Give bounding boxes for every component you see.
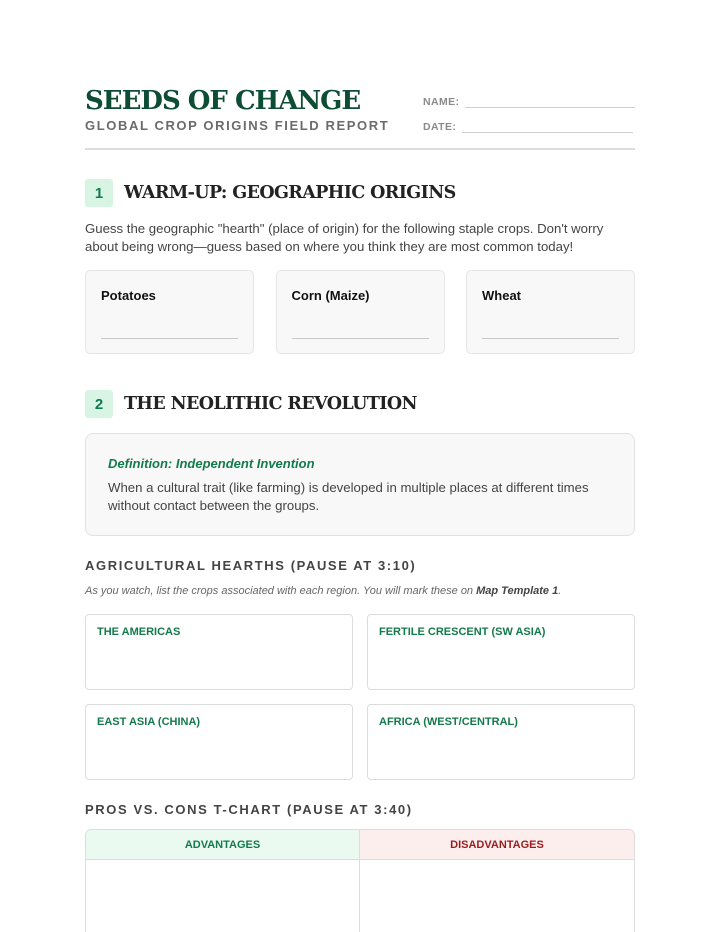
hearth-box-fertile-crescent[interactable] xyxy=(367,614,635,690)
definition-title: Definition: Independent Invention xyxy=(108,456,315,471)
tchart-header-row xyxy=(86,830,634,860)
section-2-badge: 2 xyxy=(85,390,113,418)
hearth-label: FERTILE CRESCENT (SW ASIA) xyxy=(379,626,546,638)
worksheet-subtitle: GLOBAL CROP ORIGINS FIELD REPORT xyxy=(85,118,390,133)
crop-name: Potatoes xyxy=(101,288,156,303)
crop-card-corn[interactable] xyxy=(276,270,445,354)
pros-cons-tchart xyxy=(85,829,635,932)
section-2-title: THE NEOLITHIC REVOLUTION xyxy=(124,394,417,414)
date-input-line[interactable] xyxy=(462,119,633,133)
section-1-badge: 1 xyxy=(85,179,113,207)
tchart-body xyxy=(86,860,634,932)
section-2-heading xyxy=(85,390,417,418)
definition-text: When a cultural trait (like farming) is developed in multiple places at different times without contact between the groups. xyxy=(108,480,589,513)
hearth-label: AFRICA (WEST/CENTRAL) xyxy=(379,716,518,728)
name-field[interactable] xyxy=(423,94,635,108)
hearth-box-africa[interactable] xyxy=(367,704,635,780)
hearths-heading: AGRICULTURAL HEARTHS (PAUSE AT 3:10) xyxy=(85,558,417,573)
name-input-line[interactable] xyxy=(465,94,635,108)
section-1-intro: Guess the geographic "hearth" (place of origin) for the following staple crops. Don't worry about being wrong—guess based on where you think they are most common today! xyxy=(85,221,604,254)
map-template-ref: Map Template 1 xyxy=(476,585,559,597)
tchart-advantages-cell[interactable] xyxy=(86,860,360,932)
crop-card-wheat[interactable] xyxy=(466,270,635,354)
crop-name: Corn (Maize) xyxy=(291,288,370,303)
crop-answer-line[interactable] xyxy=(482,338,619,339)
instruction-text: As you watch, list the crops associated with each region. You will mark these on xyxy=(85,585,477,597)
tchart-disadvantages-cell[interactable] xyxy=(360,860,634,932)
tchart-advantages-header: ADVANTAGES xyxy=(86,830,360,859)
name-label: NAME: xyxy=(423,96,460,108)
tchart-heading: PROS VS. CONS T-CHART (PAUSE AT 3:40) xyxy=(85,802,413,817)
section-1-heading xyxy=(85,179,456,207)
date-field[interactable] xyxy=(423,119,633,133)
hearths-instruction xyxy=(85,585,561,597)
hearth-box-east-asia[interactable] xyxy=(85,704,353,780)
hearth-label: EAST ASIA (CHINA) xyxy=(97,716,201,728)
worksheet-header xyxy=(85,86,635,150)
instruction-end: . xyxy=(558,585,562,597)
crop-guess-row xyxy=(85,270,635,354)
crop-card-potatoes[interactable] xyxy=(85,270,254,354)
date-label: DATE: xyxy=(423,121,457,133)
tchart-disadvantages-header: DISADVANTAGES xyxy=(360,830,634,859)
crop-answer-line[interactable] xyxy=(292,338,429,339)
worksheet-title: SEEDS OF CHANGE xyxy=(85,86,361,116)
header-divider xyxy=(85,148,635,150)
section-1-title: WARM-UP: GEOGRAPHIC ORIGINS xyxy=(124,183,456,203)
hearth-box-americas[interactable] xyxy=(85,614,353,690)
crop-name: Wheat xyxy=(482,288,521,303)
hearth-label: THE AMERICAS xyxy=(97,626,181,638)
definition-box xyxy=(85,433,635,536)
crop-answer-line[interactable] xyxy=(101,338,238,339)
